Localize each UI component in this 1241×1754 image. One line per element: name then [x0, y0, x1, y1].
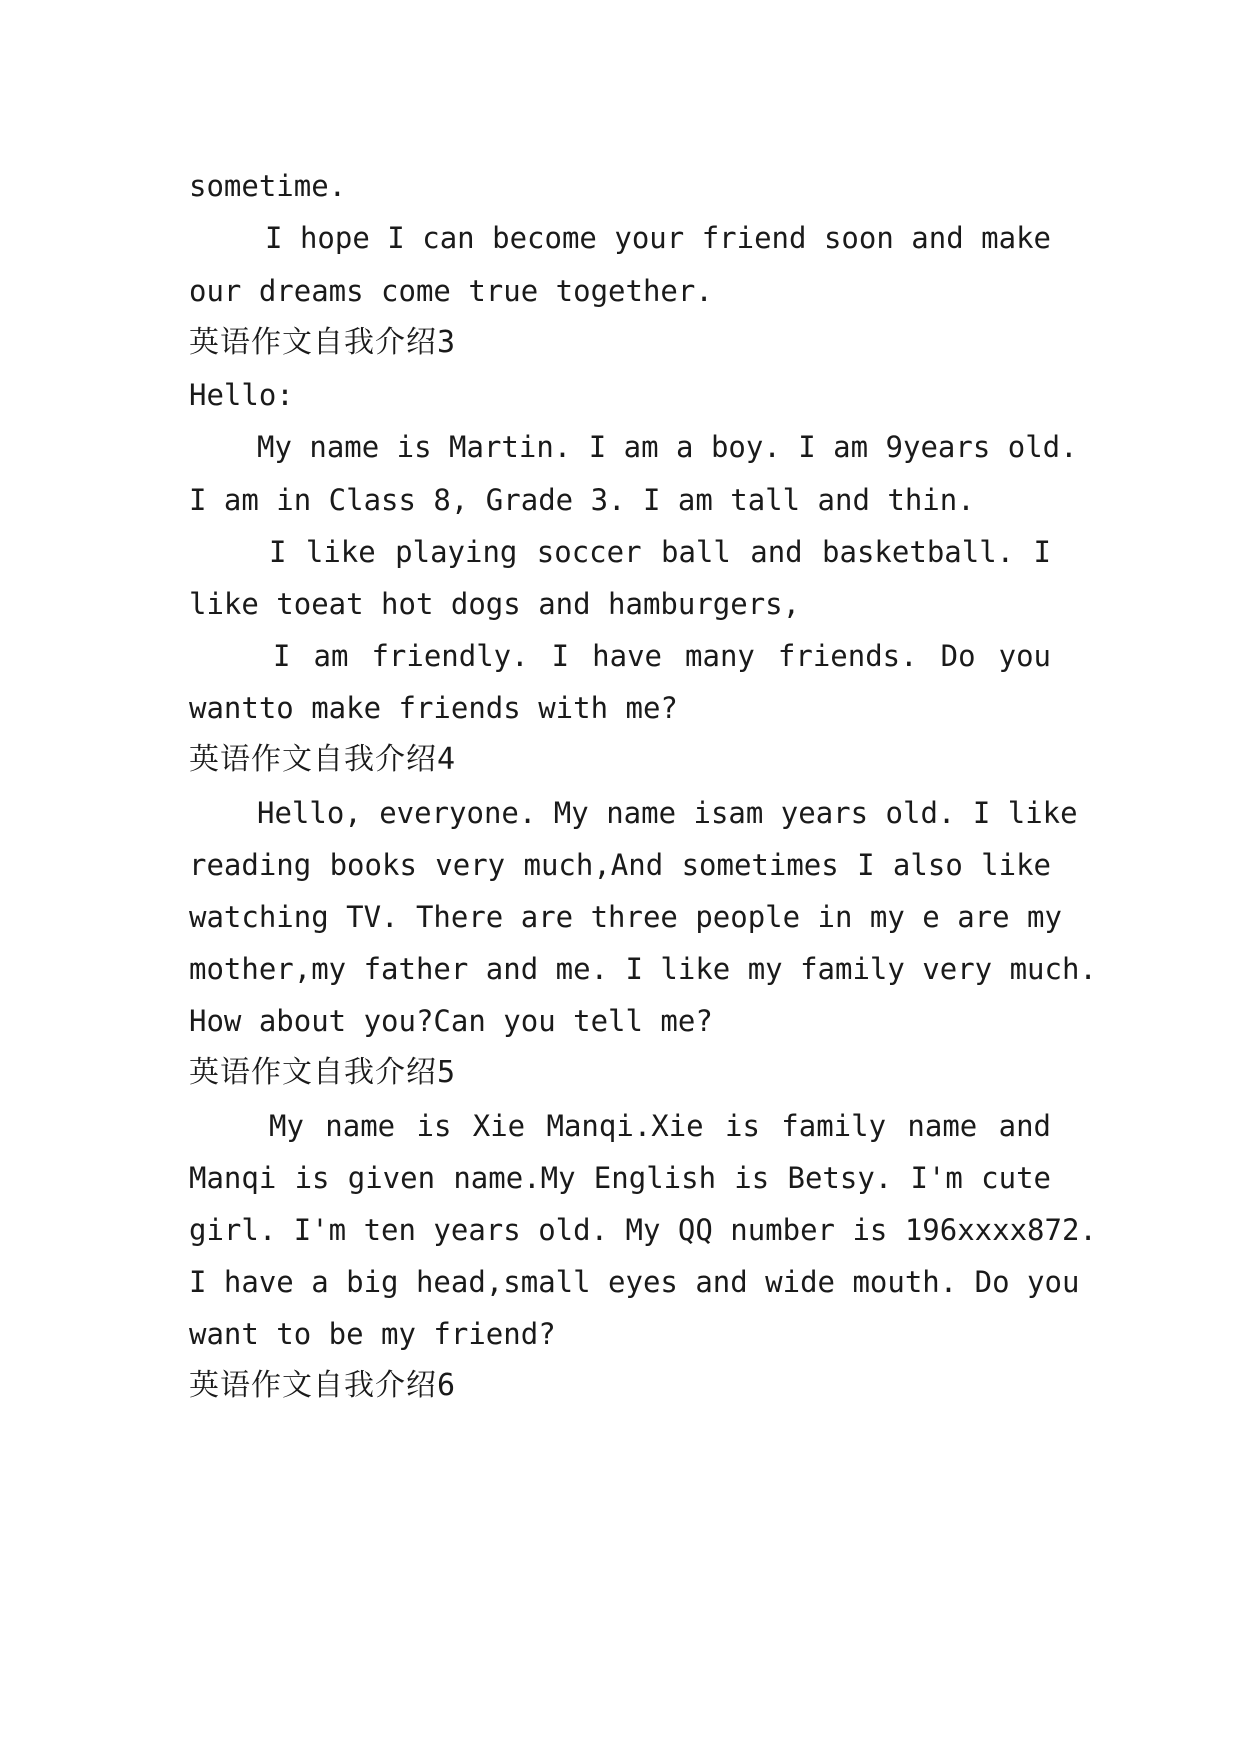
text-line: Hello, everyone. My name isam years old. I like	[257, 796, 1078, 830]
text-line: watching TV. There are three people in my e are my	[189, 900, 1062, 934]
text-line: our dreams come true together.	[189, 274, 713, 308]
text-line: I hope I can become your friend soon and make	[265, 221, 1051, 255]
text-line: reading books very much,And sometimes I also like	[189, 848, 1051, 882]
text-line: How about you?Can you tell me?	[189, 1004, 713, 1038]
text-line: Hello:	[189, 378, 294, 412]
text-line: sometime.	[189, 169, 347, 203]
section-heading: 英语作文自我介绍3	[189, 325, 457, 360]
text-line: Manqi is given name.My English is Betsy. I'm cute	[189, 1161, 1051, 1195]
text-line: mother,my father and me. I like my family very much.	[189, 952, 1097, 986]
text-line: want to be my friend?	[189, 1317, 556, 1351]
text-line: My name is Martin. I am a boy. I am 9years old.	[257, 430, 1078, 464]
section-heading: 英语作文自我介绍6	[189, 1368, 457, 1403]
text-line: wantto make friends with me?	[189, 691, 678, 725]
text-line: like toeat hot dogs and hamburgers,	[189, 587, 801, 621]
text-line: I have a big head,small eyes and wide mouth. Do you	[189, 1265, 1080, 1299]
text-line: I like playing soccer ball and basketball. I	[269, 535, 1051, 569]
text-line: My name is Xie Manqi.Xie is family name and	[269, 1109, 1051, 1143]
text-line: girl. I'm ten years old. My QQ number is 196xxxx872.	[189, 1213, 1097, 1247]
section-heading: 英语作文自我介绍5	[189, 1055, 457, 1090]
section-heading: 英语作文自我介绍4	[189, 742, 457, 777]
text-line: I am friendly. I have many friends. Do you	[273, 639, 1051, 673]
text-line: I am in Class 8, Grade 3. I am tall and thin.	[189, 483, 975, 517]
